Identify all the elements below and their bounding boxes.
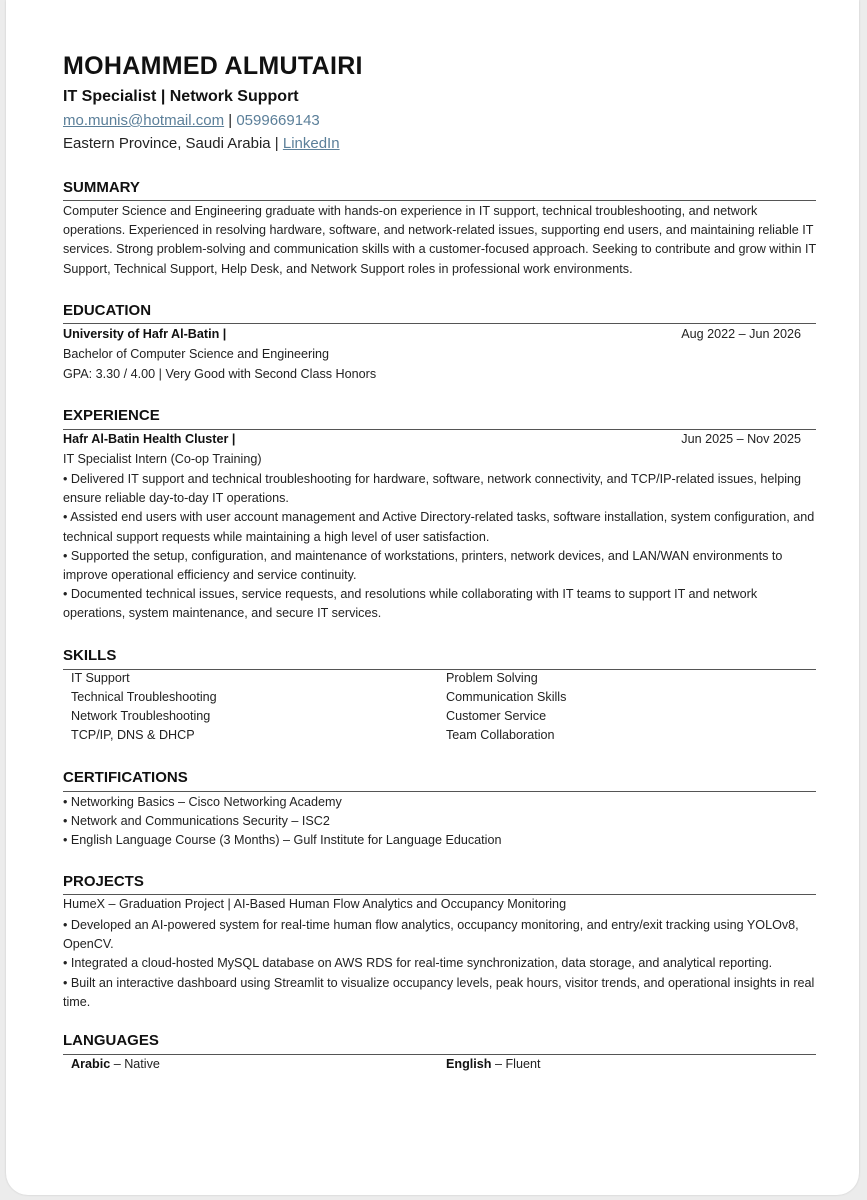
summary-text: Computer Science and Engineering graduate with hands-on experience in IT support, technical troubleshooting, and network operations. Experienced in resolving hardware, software, and network-related issues, supporting end users, and maintaining reliable IT services. Strong problem-solving and communication skills with a customer-focused approach. Seeking to contribute and grow within IT Support, Technical Support, Help Desk, and Network Support roles in professional work environments. (63, 204, 816, 276)
skill-item: TCP/IP, DNS & DHCP (71, 728, 195, 742)
skill-item: Customer Service (446, 709, 547, 723)
education-dates: Aug 2022 – Jun 2026 (681, 327, 801, 341)
languages-divider (63, 1054, 816, 1055)
experience-divider (63, 429, 816, 430)
skill-item: Technical Troubleshooting (71, 690, 217, 704)
gpa: GPA: 3.30 / 4.00 | Very Good with Second Class Honors (63, 367, 377, 381)
language-item (446, 1057, 541, 1071)
email-link[interactable]: mo.munis@hotmail.com (63, 112, 225, 129)
languages-heading: LANGUAGES (63, 1032, 159, 1049)
skill-item: Communication Skills (446, 690, 567, 704)
experience-bullet: • Assisted end users with user account management and Active Directory-related tasks, software installation, system configuration, and technical support requests while maintaining a high level of user satisfaction. (63, 510, 815, 544)
language-level: – Fluent (491, 1057, 541, 1071)
skills-divider (63, 669, 816, 670)
certifications-heading: CERTIFICATIONS (63, 769, 188, 786)
language-level: – Native (110, 1057, 160, 1071)
language-name: English (446, 1057, 492, 1071)
resume-page (6, 0, 859, 1195)
experience-bullet: • Supported the setup, configuration, and maintenance of workstations, printers, network devices, and LAN/WAN environments to improve operational efficiency and service continuity. (63, 548, 783, 583)
certification-item: • Networking Basics – Cisco Networking Academy (63, 795, 342, 809)
skill-item: Team Collaboration (446, 728, 555, 742)
project-bullet: • Built an interactive dashboard using Streamlit to visualize occupancy levels, peak hours, visitor trends, and operational insights in real time. (63, 975, 815, 1009)
language-name: Arabic (71, 1057, 111, 1071)
linkedin-link[interactable]: LinkedIn (282, 135, 340, 152)
skill-item: Network Troubleshooting (71, 709, 211, 723)
skill-item: Problem Solving (446, 671, 538, 685)
phone-link[interactable]: 0599669143 (236, 112, 320, 129)
school-name: University of Hafr Al-Batin | (63, 327, 227, 341)
project-bullet: • Developed an AI-powered system for real-time human flow analytics, occupancy monitoring, and entry/exit tracking using YOLOv8, OpenCV. (63, 918, 799, 952)
contact-separator: | (224, 112, 237, 129)
experience-bullet: • Delivered IT support and technical troubleshooting for hardware, software, network connectivity, and TCP/IP-related issues, helping ensure reliable day-to-day IT operations. (63, 472, 802, 506)
role-title: IT Specialist Intern (Co-op Training) (63, 452, 262, 466)
experience-bullet: • Documented technical issues, service requests, and resolutions while collaborating with IT teams to support IT and network operations, system maintenance, and secure IT services. (63, 587, 758, 621)
project-bullets (63, 916, 818, 1012)
project-bullet: • Integrated a cloud-hosted MySQL database on AWS RDS for real-time synchronization, data storage, and analytical reporting. (63, 956, 773, 971)
education-divider (63, 323, 816, 324)
certification-item: • Network and Communications Security – ISC2 (63, 814, 330, 829)
projects-divider (63, 894, 816, 895)
education-heading: EDUCATION (63, 302, 152, 319)
contact-line (63, 112, 320, 129)
certifications-divider (63, 791, 816, 792)
location-line (63, 135, 340, 152)
job-title: IT Specialist | Network Support (63, 88, 299, 105)
employer-name: Hafr Al-Batin Health Cluster | (63, 432, 236, 446)
certification-item: • English Language Course (3 Months) – Gulf Institute for Language Education (63, 833, 502, 848)
summary-divider (63, 200, 816, 201)
experience-heading: EXPERIENCE (63, 407, 160, 424)
degree: Bachelor of Computer Science and Engineering (63, 347, 330, 361)
skill-item: IT Support (71, 671, 130, 685)
candidate-name: MOHAMMED ALMUTAIRI (63, 52, 363, 80)
project-title: HumeX – Graduation Project | AI-Based Human Flow Analytics and Occupancy Monitoring (63, 897, 567, 911)
language-item (71, 1057, 160, 1071)
experience-dates: Jun 2025 – Nov 2025 (681, 432, 801, 446)
location: Eastern Province, Saudi Arabia | (63, 135, 283, 152)
summary-heading: SUMMARY (63, 179, 140, 196)
skills-heading: SKILLS (63, 647, 117, 664)
projects-heading: PROJECTS (63, 873, 144, 890)
certifications-list (63, 793, 818, 851)
experience-bullets (63, 470, 818, 624)
